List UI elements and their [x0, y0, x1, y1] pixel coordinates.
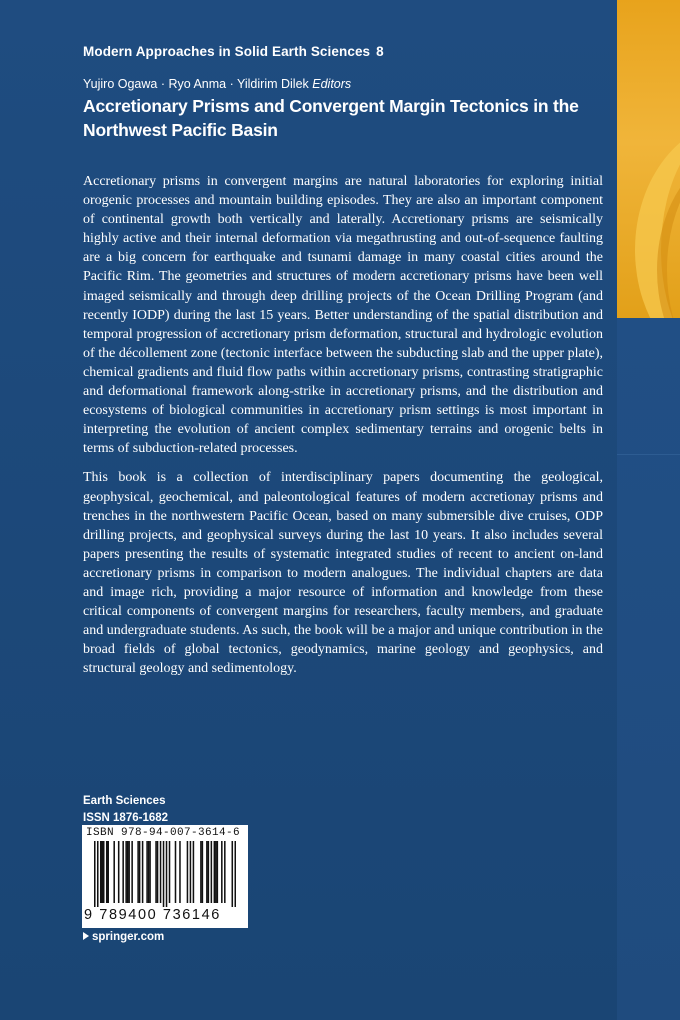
editors-line	[83, 77, 351, 91]
book-title: Accretionary Prisms and Convergent Margin Tectonics in the Northwest Pacific Basin	[83, 96, 579, 140]
barcode-bar	[155, 841, 157, 903]
barcode-bar	[193, 841, 195, 903]
barcode-bar	[232, 841, 234, 907]
barcode-bar	[131, 841, 133, 903]
issn-number: ISSN 1876-1682	[83, 812, 169, 824]
editors-role: Editors	[312, 77, 352, 91]
barcode-bar	[113, 841, 115, 903]
series-meta	[83, 793, 168, 827]
barcode-bar	[190, 841, 192, 903]
barcode-bar	[125, 841, 127, 903]
subject-category: Earth Sciences	[83, 795, 166, 807]
barcode-bar	[149, 841, 151, 903]
barcode-bar	[101, 841, 103, 903]
barcode-bar	[94, 841, 96, 907]
barcode-bar	[217, 841, 219, 903]
barcode-digits: 9 789400 736146	[84, 907, 221, 923]
book-description	[83, 172, 603, 688]
barcode-bar	[221, 841, 223, 903]
series-heading	[83, 44, 384, 59]
description-paragraph-1: Accretionary prisms in convergent margins are natural laboratories for exploring initial orogenic processes and mountain building episodes. They are also an important component of continental growth both vertically and laterally. Accretionary prisms are seismically highly active and their internal deformation via megathrusting and out-of-sequence faulting are a big concern for earthquake and tsunami damage in many coastal cities around the Pacific Rim. The geometries and structures of modern accretionary prisms have been well imaged seismically and through deep drilling projects of the Ocean Drilling Program (and recently IODP) during the last 15 years. Better understanding of the spatial distribution and temporal progression of accretionary prism deformation, structural and hydrologic evolution of the décollement zone (tectonic interface between the subducting slab and the upper plate), chemical gradients and fluid flow paths within accretionary prisms, contrasting stratigraphic and deformational framework along-strike in accretionary prisms, and the distribution and ecosystems of biological communities in accretionary prism settings is most important in interpreting the evolution of ancient complex sedimentary terrains and orogenic belts in terms of subduction-related processes.	[83, 174, 603, 457]
barcode-bar	[166, 841, 168, 907]
barcode-bar	[187, 841, 189, 903]
barcode-bar	[106, 841, 108, 903]
series-name: Modern Approaches in Solid Earth Sciences	[83, 44, 371, 59]
barcode-bar	[107, 841, 109, 903]
barcode-bar	[157, 841, 159, 903]
barcode-bar	[235, 841, 236, 907]
barcode-bar	[148, 841, 150, 903]
barcode-bar	[202, 841, 204, 903]
isbn-label: ISBN 978-94-007-3614-6	[86, 827, 241, 839]
barcode-bar	[122, 841, 124, 903]
barcode-bar	[146, 841, 148, 903]
barcode-bar	[142, 841, 144, 903]
editor-names: Yujiro Ogawa · Ryo Anma · Yildirim Dilek	[83, 77, 309, 91]
barcode-bars	[94, 841, 236, 907]
barcode-bar	[224, 841, 226, 903]
barcode-bar	[179, 841, 181, 903]
accent-band	[617, 0, 680, 318]
barcode-bar	[206, 841, 208, 903]
barcode-bar	[127, 841, 129, 903]
barcode-bar	[163, 841, 165, 907]
barcode-bar	[169, 841, 171, 903]
arrow-icon	[83, 932, 89, 940]
barcode-bar	[208, 841, 210, 903]
barcode-bar	[200, 841, 202, 903]
barcode-bar	[103, 841, 105, 903]
publisher-link[interactable]	[83, 931, 164, 943]
barcode-bar	[128, 841, 130, 903]
barcode-bar	[211, 841, 213, 903]
barcode-bar	[100, 841, 102, 903]
right-shade-panel	[617, 318, 680, 1020]
barcode-bar	[97, 841, 99, 907]
isbn-barcode	[82, 825, 248, 928]
barcode-bar	[175, 841, 177, 903]
divider	[617, 454, 680, 455]
barcode-bar	[214, 841, 216, 903]
barcode-bar	[137, 841, 139, 903]
barcode-bar	[160, 841, 162, 903]
barcode-bar	[118, 841, 120, 903]
barcode-bar	[215, 841, 217, 903]
publisher-url: springer.com	[92, 931, 165, 943]
series-volume: 8	[376, 44, 384, 59]
description-paragraph-2: This book is a collection of interdisciplinary papers documenting the geological, geophysical, geochemical, and paleontological features of modern accretionay prisms and trenches in the northwestern Pacific Ocean, based on many submersible dive cruises, ODP drilling projects, and geophysical surveys during the last 10 years. It also includes several papers presenting the results of systematic integrated studies of recent to ancient on-land accretionary prisms in comparison to modern analogues. The individual chapters are data and image rich, providing a major resource of information and knowledge from these critical components of convergent margins for researchers, faculty members, and graduate and undergraduate students. As such, the book will be a major and unique contribution in the broad fields of global tectonics, geodynamics, marine geology and geophysics, and structural geology and sedimentology.	[83, 470, 603, 677]
barcode-bar	[139, 841, 141, 903]
